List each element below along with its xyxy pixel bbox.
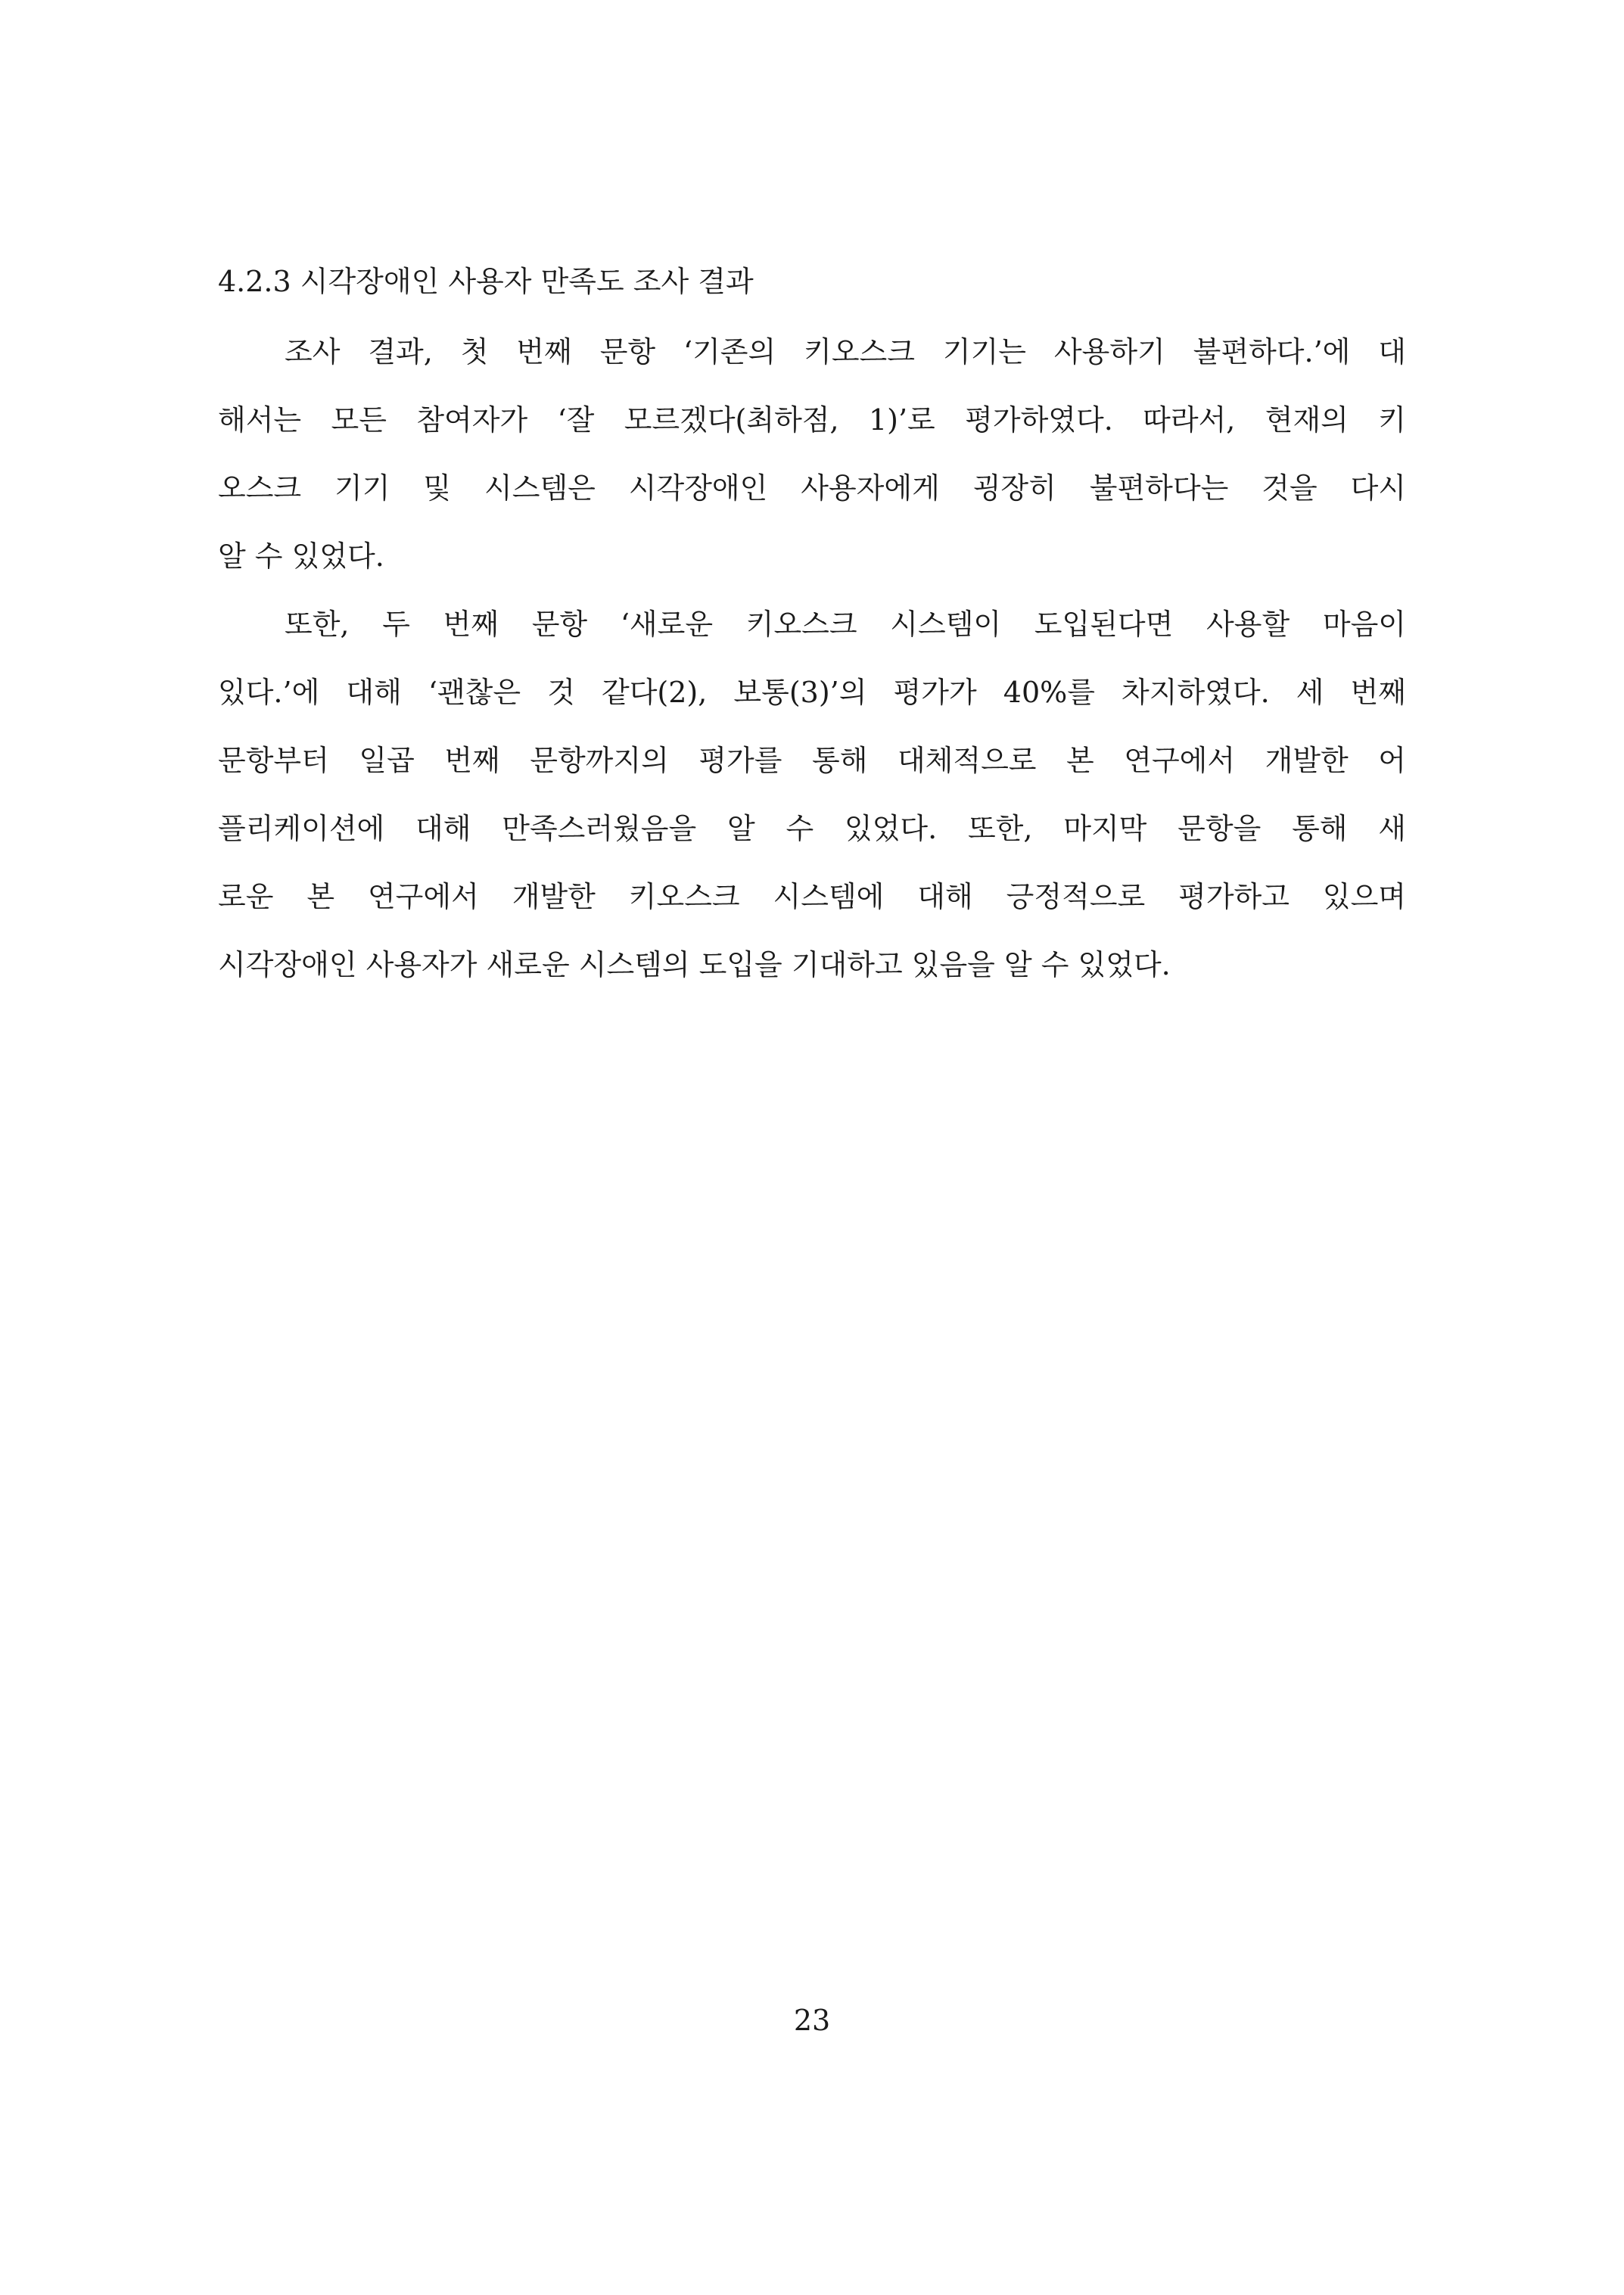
- paragraph-line: 시각장애인 사용자가 새로운 시스템의 도입을 기대하고 있음을 알 수 있었다.: [218, 948, 1171, 981]
- paragraph-line: 플리케이션에 대해 만족스러웠음을 알 수 있었다. 또한, 마지막 문항을 통해 새: [218, 812, 1406, 845]
- paragraph-line: 오스크 기기 및 시스템은 시각장애인 사용자에게 굉장히 불편하다는 것을 다시: [218, 471, 1406, 505]
- page-number: 23: [793, 2004, 831, 2037]
- paragraph-line: 있다.’에 대해 ‘괜찮은 것 같다(2), 보통(3)’의 평가가 40%를 차지하였다. 세 번째: [218, 676, 1406, 709]
- paragraph-1: [218, 318, 1406, 590]
- paragraph-line: 문항부터 일곱 번째 문항까지의 평가를 통해 대체적으로 본 연구에서 개발한 어: [218, 744, 1406, 777]
- paragraph-line: 또한, 두 번째 문항 ‘새로운 키오스크 시스템이 도입된다면 사용할 마음이: [285, 608, 1406, 641]
- paragraph-2: [218, 590, 1406, 999]
- paragraph-line: 해서는 모든 참여자가 ‘잘 모르겠다(최하점, 1)’로 평가하였다. 따라서, 현재의 키: [218, 403, 1406, 437]
- body-text: [218, 318, 1406, 999]
- paragraph-line: 로운 본 연구에서 개발한 키오스크 시스템에 대해 긍정적으로 평가하고 있으며: [218, 880, 1406, 913]
- section-heading: 4.2.3 시각장애인 사용자 만족도 조사 결과: [218, 265, 754, 298]
- paragraph-line: 알 수 있었다.: [218, 540, 384, 573]
- paragraph-line: 조사 결과, 첫 번째 문항 ‘기존의 키오스크 기기는 사용하기 불편하다.’에 대: [285, 335, 1406, 369]
